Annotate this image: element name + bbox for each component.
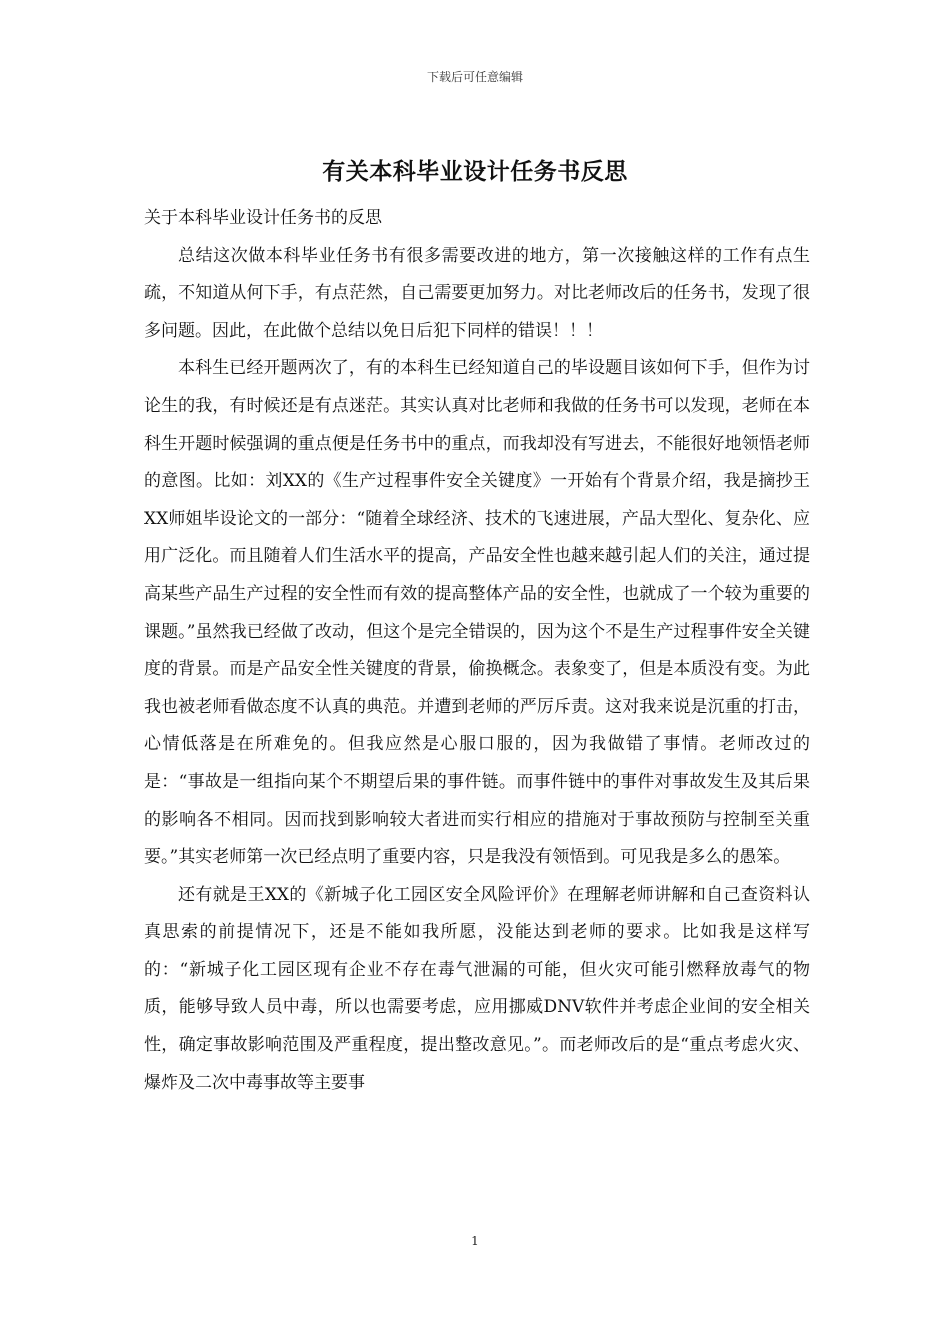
document-title: 有关本科毕业设计任务书反思	[322, 159, 628, 185]
paragraph-3: 还有就是王XX的《新城子化工园区安全风险评价》在理解老师讲解和自己查资料认真思索的前提情况下，还是不能如我所愿，没能达到老师的要求。比如我是这样写的：“新城子化工园区现有企业不存在毒气泄漏的可能，但火灾可能引燃释放毒气的物质，能够导致人员中毒，所以也需要考虑，应用挪威DNV软件并考虑企业间的安全相关性，确定事故影响范围及严重程度，提出整改意见。”。而老师改后的是“重点考虑火灾、爆炸及二次中毒事故等主要事	[144, 884, 810, 1093]
paragraph-1: 总结这次做本科毕业任务书有很多需要改进的地方，第一次接触这样的工作有点生疏，不知道从何下手，有点茫然，自己需要更加努力。对比老师改后的任务书，发现了很多问题。因此，在此做个总结以免日后犯下同样的错误！！！	[144, 245, 810, 341]
header-note: 下载后可任意编辑	[426, 70, 523, 84]
document-subtitle: 关于本科毕业设计任务书的反思	[144, 208, 382, 228]
page-number: 1	[471, 1234, 479, 1248]
document-body	[144, 200, 810, 1102]
paragraph-2: 本科生已经开题两次了，有的本科生已经知道自己的毕设题目该如何下手，但作为讨论生的我，有时候还是有点迷茫。其实认真对比老师和我做的任务书可以发现，老师在本科生开题时候强调的重点便是任务书中的重点，而我却没有写进去，不能很好地领悟老师的意图。比如：刘XX的《生产过程事件安全关键度》一开始有个背景介绍，我是摘抄王XX师姐毕设论文的一部分：“随着全球经济、技术的飞速进展，产品大型化、复杂化、应用广泛化。而且随着人们生活水平的提高，产品安全性也越来越引起人们的关注，通过提高某些产品生产过程的安全性而有效的提高整体产品的安全性，也就成了一个较为重要的课题。”虽然我已经做了改动，但这个是完全错误的，因为这个不是生产过程事件安全关键度的背景。而是产品安全性关键度的背景，偷换概念。表象变了，但是本质没有变。为此我也被老师看做态度不认真的典范。并遭到老师的严厉斥责。这对我来说是沉重的打击，心情低落是在所难免的。但我应然是心服口服的，因为我做错了事情。老师改过的是：“事故是一组指向某个不期望后果的事件链。而事件链中的事件对事故发生及其后果的影响各不相同。因而找到影响较大者进而实行相应的措施对于事故预防与控制至关重要。”其实老师第一次已经点明了重要内容，只是我没有领悟到。可见我是多么的愚笨。	[144, 358, 810, 868]
